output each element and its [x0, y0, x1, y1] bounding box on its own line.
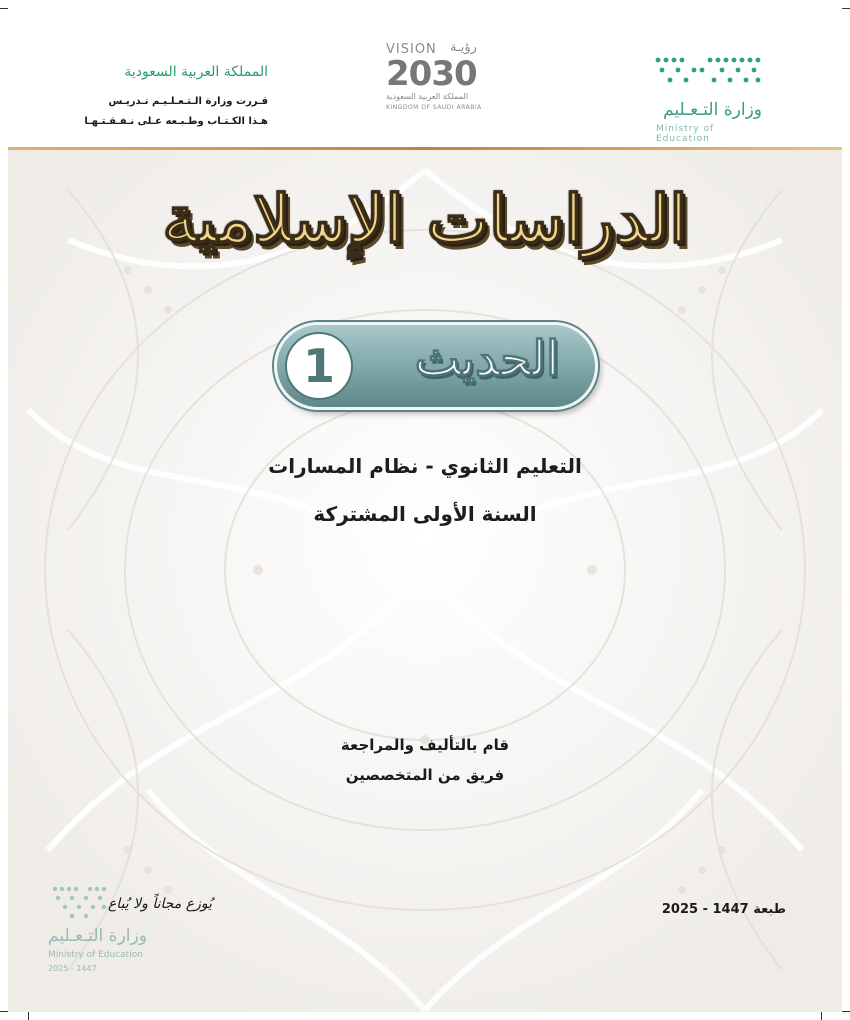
free-distribution-note: يُوزع مجاناً ولا يُباع — [107, 896, 212, 912]
printing-statement: هـذا الكـتـاب وطـبـعه عـلى نـفـقـتـهـا — [84, 116, 268, 127]
ministry-logo — [648, 54, 768, 144]
ministry-name-en: Ministry of Education — [656, 124, 715, 144]
vision-label: VISION — [386, 42, 437, 57]
edition-label: طبعة 1447 - 2025 — [661, 902, 786, 917]
authorship-team: فريق من المتخصصين — [345, 766, 505, 784]
footer-ministry-logo — [48, 882, 218, 982]
ministry-dots-icon — [652, 54, 762, 90]
footer-ministry-ar: وزارة التـعـليم — [48, 926, 147, 946]
vision-country-ar: المملكة العربية السعودية — [386, 92, 469, 101]
ministry-name-ar: وزارة التـعـليم — [663, 100, 762, 120]
subject-badge — [274, 322, 598, 410]
book-cover — [8, 0, 842, 1012]
stage-subtitle: التعليم الثانوي - نظام المسارات — [268, 454, 582, 478]
vision-year: 2030 — [386, 54, 477, 94]
approval-statement: قـررت وزارة الـتـعـلـيـم تـدريـس — [108, 96, 268, 107]
vision-label-ar: رؤيـة — [450, 40, 477, 55]
subject-name: الحديث — [414, 331, 560, 387]
vision-2030-logo — [368, 38, 508, 118]
authorship-label: قام بالتأليف والمراجعة — [340, 736, 510, 754]
year-subtitle: السنة الأولى المشتركة — [313, 502, 537, 526]
footer-ministry-en: Ministry of Education — [48, 950, 143, 960]
vision-country-en: KINGDOM OF SAUDI ARABIA — [386, 104, 482, 111]
subject-number: 1 — [285, 332, 353, 400]
book-title: الدراسات الإسلامية — [162, 180, 688, 258]
gold-divider — [8, 147, 842, 150]
footer-year: 2025 - 1447 — [48, 964, 97, 973]
kingdom-name: المملكة العربية السعودية — [124, 64, 268, 80]
